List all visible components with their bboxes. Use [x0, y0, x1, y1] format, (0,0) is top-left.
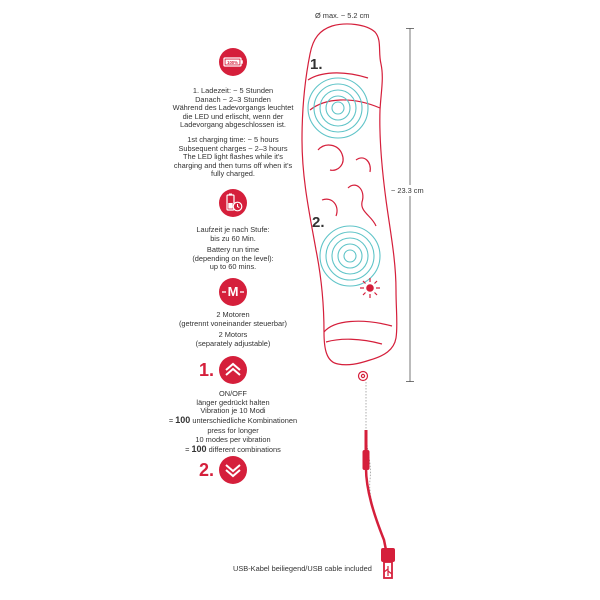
- product-illustration: [280, 20, 430, 600]
- motors-de-1: 2 Motoren: [216, 310, 250, 319]
- runtime-icon: [219, 189, 247, 217]
- runtime-info: [168, 226, 298, 272]
- battery-en-1: 1st charging time: ~ 5 hours: [187, 134, 279, 144]
- button1-title: ON/OFF: [219, 389, 247, 398]
- battery-de-1: 1. Ladezeit: ~ 5 Stunden: [192, 86, 274, 95]
- battery-de-3: Während des Ladevorgangs leuchtet: [172, 103, 294, 113]
- button1-en-2: 10 modes per vibration: [195, 434, 271, 444]
- zone2-label: 2.: [312, 214, 325, 231]
- battery-en-3: The LED light flashes while it's: [183, 152, 283, 162]
- runtime-de-1: Laufzeit je nach Stufe:: [196, 225, 270, 234]
- battery-en-5: fully charged.: [211, 169, 255, 179]
- button1-en-combo: = 100 different combinations: [185, 443, 281, 454]
- motors-en-2: (separately adjustable): [195, 338, 271, 348]
- usb-cable-note: USB-Kabel beiliegend/USB cable included: [233, 564, 372, 573]
- chevron-down-icon: [219, 456, 247, 484]
- battery-badge-text: 100%: [227, 59, 238, 65]
- battery-en-2: Subsequent charges ~ 2–3 hours: [178, 143, 288, 153]
- motor-icon-letter: M: [227, 284, 239, 299]
- battery-de-5: Ladevorgang abgeschlossen ist.: [179, 120, 286, 130]
- runtime-de-2: bis zu 60 Min.: [210, 233, 256, 243]
- runtime-en-3: up to 60 mins.: [209, 262, 257, 272]
- battery-de-2: Danach ~ 2–3 Stunden: [195, 94, 271, 104]
- motor-icon: [219, 278, 247, 306]
- diameter-label: Ø max. ~ 5.2 cm: [315, 11, 370, 20]
- button1-en-1: press for longer: [207, 426, 259, 436]
- button2-number: 2.: [199, 460, 215, 480]
- battery-info: [168, 87, 298, 179]
- zone1-label: 1.: [310, 56, 323, 73]
- motors-de-2: (getrennt voneinander steuerbar): [178, 318, 288, 328]
- button1-number: 1.: [199, 360, 215, 380]
- button1-de-1: länger gedrückt halten: [196, 397, 270, 407]
- button1-de-2: Vibration je 10 Modi: [200, 406, 266, 416]
- chevron-up-icon: [219, 356, 247, 384]
- battery-de-4: die LED und erlischt, wenn der: [182, 111, 284, 121]
- runtime-en-2: (depending on the level):: [192, 253, 274, 263]
- motors-en-1: 2 Motors: [218, 330, 248, 340]
- battery-en-4: charging and then turns off when it's: [173, 160, 293, 170]
- length-label: ~ 23.3 cm: [391, 186, 424, 195]
- battery-icon: [219, 48, 247, 76]
- button1-info: [168, 390, 298, 454]
- motors-info: [168, 311, 298, 348]
- button1-de-combo: = 100 unterschiedliche Kombinationen: [168, 414, 298, 425]
- runtime-en-1: Battery run time: [206, 245, 260, 255]
